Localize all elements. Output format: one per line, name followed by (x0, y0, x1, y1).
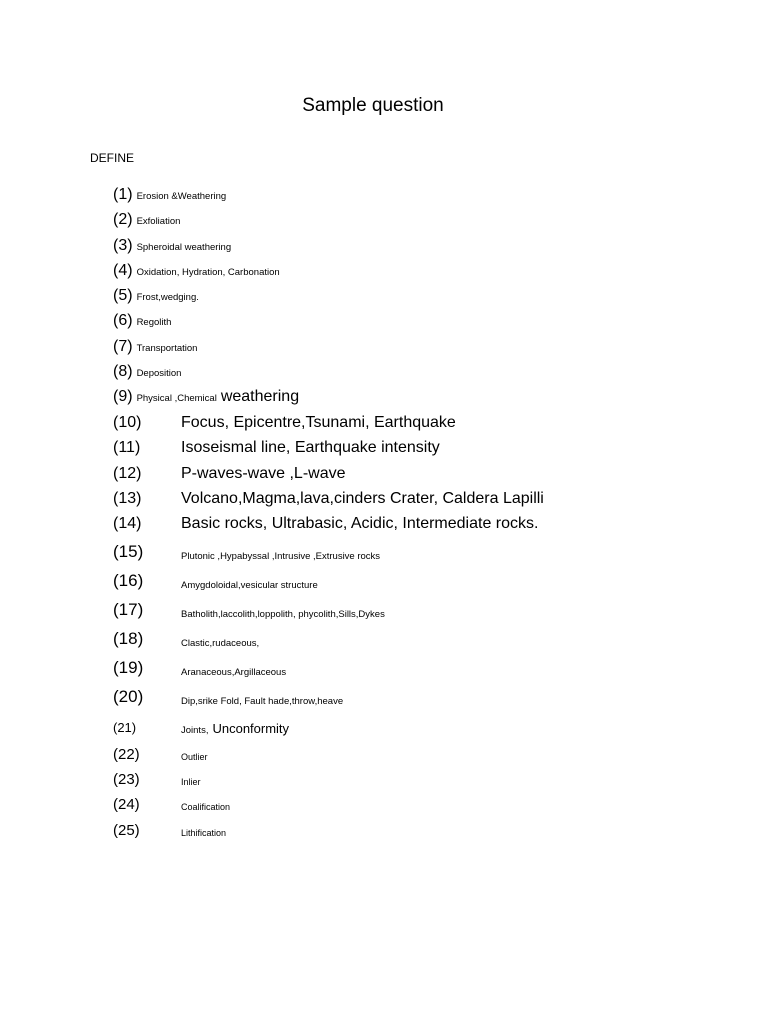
list-item (113, 746, 673, 763)
list-item (113, 515, 673, 533)
item-text: Inlier (181, 777, 201, 787)
item-text: Erosion &Weathering (136, 191, 227, 202)
list-item (113, 629, 673, 649)
list-item (113, 465, 673, 483)
item-number: (7) (113, 338, 133, 355)
item-text: Clastic,rudaceous, (181, 638, 260, 649)
item-text: Volcano,Magma,lava,cinders Crater, Caldera Lapilli (181, 490, 544, 507)
list-item (113, 822, 673, 839)
item-text: Joints, (181, 725, 209, 736)
item-text: Spheroidal weathering (136, 242, 232, 253)
section-heading: DEFINE (90, 151, 135, 165)
item-text: P-waves-wave ,L-wave (181, 465, 346, 482)
item-number: (15) (113, 542, 144, 561)
list-item (113, 600, 673, 620)
item-text: Physical ,Chemical (136, 393, 217, 404)
item-number: (11) (113, 439, 141, 456)
item-number: (8) (113, 363, 133, 380)
list-item (113, 211, 180, 229)
item-text: Focus, Epicentre,Tsunami, Earthquake (181, 414, 456, 431)
item-number: (19) (113, 658, 144, 677)
list-item (113, 186, 226, 204)
item-number: (22) (113, 746, 140, 763)
item-number: (20) (113, 687, 144, 706)
item-number: (25) (113, 822, 140, 839)
item-number: (13) (113, 490, 142, 507)
item-text-continued: Unconformity (212, 721, 290, 736)
item-number: (1) (113, 186, 133, 203)
item-text: Dip,srike Fold, Fault hade,throw,heave (181, 696, 344, 707)
page-title: Sample question (302, 95, 444, 116)
item-text: Deposition (136, 368, 182, 379)
item-text: Lithification (181, 828, 227, 838)
list-item (113, 658, 673, 678)
item-number: (14) (113, 515, 142, 532)
list-item (113, 363, 181, 381)
list-item (113, 542, 673, 562)
item-number: (23) (113, 771, 140, 788)
item-text: Batholith,laccolith,loppolith, phycolith,Sills,Dykes (181, 609, 385, 620)
list-item (113, 771, 673, 788)
item-number: (16) (113, 571, 144, 590)
list-item (113, 439, 673, 457)
item-number: (9) (113, 388, 133, 405)
list-item (113, 720, 673, 735)
list-item (113, 414, 673, 432)
item-text-continued: weathering (220, 388, 300, 405)
item-text: Plutonic ,Hypabyssal ,Intrusive ,Extrusive rocks (181, 551, 381, 562)
item-text: Basic rocks, Ultrabasic, Acidic, Intermediate rocks. (181, 515, 539, 532)
list-item (113, 796, 673, 813)
item-text: Oxidation, Hydration, Carbonation (136, 267, 280, 278)
list-item (113, 490, 673, 508)
item-text: Transportation (136, 343, 198, 354)
list-item (113, 287, 199, 305)
list-item (113, 262, 280, 280)
item-text: Regolith (136, 317, 172, 328)
item-text: Outlier (181, 752, 208, 762)
item-number: (4) (113, 262, 133, 279)
list-item (113, 338, 197, 356)
item-text: Isoseismal line, Earthquake intensity (181, 439, 440, 456)
item-text: Coalification (181, 802, 231, 812)
item-number: (12) (113, 465, 142, 482)
item-number: (2) (113, 211, 133, 228)
list-item (113, 388, 299, 406)
item-number: (24) (113, 796, 140, 813)
list-item (113, 312, 171, 330)
item-number: (18) (113, 629, 144, 648)
list-item (113, 687, 673, 707)
item-number: (10) (113, 414, 142, 431)
item-text: Aranaceous,Argillaceous (181, 667, 287, 678)
item-number: (6) (113, 312, 133, 329)
item-text: Frost,wedging. (136, 292, 199, 303)
item-number: (21) (113, 720, 137, 735)
item-text: Amygdoloidal,vesicular structure (181, 580, 318, 591)
item-text-group (181, 720, 289, 738)
list-item (113, 237, 231, 255)
item-number: (3) (113, 237, 133, 254)
item-number: (5) (113, 287, 133, 304)
list-item (113, 571, 673, 591)
item-text: Exfoliation (136, 216, 181, 227)
item-number: (17) (113, 600, 144, 619)
